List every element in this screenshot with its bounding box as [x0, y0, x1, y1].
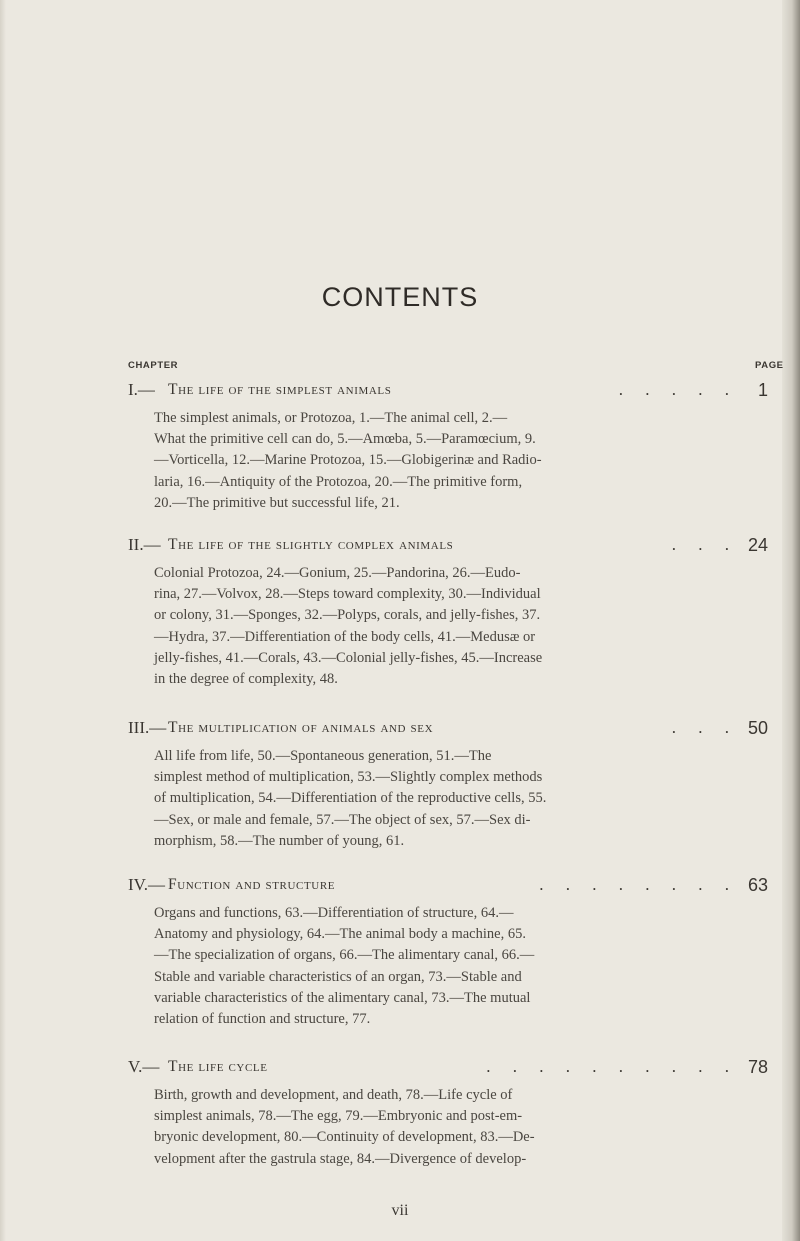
summary-line: All life from life, 50.—Spontaneous generation, 51.—The	[154, 748, 492, 764]
chapter-page-number: 63	[747, 875, 768, 895]
chapter-title: Function and structure	[168, 876, 336, 893]
spine-shadow	[0, 0, 6, 1241]
summary-line: Anatomy and physiology, 64.—The animal body a machine, 65.	[154, 926, 526, 943]
chapter-page-number: 24	[747, 535, 768, 555]
chapter-title: The life cycle	[168, 1058, 268, 1075]
summary-line: What the primitive cell can do, 5.—Amœba, 5.—Paramœcium, 9.	[154, 431, 536, 448]
dot-leader: . . . . . . . . . .	[486, 1057, 738, 1076]
page-title: CONTENTS	[321, 282, 479, 312]
summary-line: —Sex, or male and female, 57.—The object of sex, 57.—Sex di-	[154, 811, 531, 828]
chapter-number: II.—	[128, 535, 161, 554]
chapter-number: I.—	[128, 380, 155, 399]
chapter-summary	[154, 746, 722, 852]
chapter-title: The multiplication of animals and sex	[168, 719, 434, 736]
summary-line: Birth, growth and development, and death, 78.—Life cycle of	[154, 1087, 513, 1103]
summary-line: The simplest animals, or Protozoa, 1.—The animal cell, 2.—	[154, 410, 508, 426]
summary-line: of multiplication, 54.—Differentiation of the reproductive cells, 55.	[154, 790, 547, 807]
summary-line: Stable and variable characteristics of an organ, 73.—Stable and	[154, 968, 522, 985]
chapter-heading	[128, 380, 768, 402]
chapter-summary	[154, 903, 722, 1030]
toc-entry-chapter-5	[128, 1057, 768, 1170]
summary-line: rina, 27.—Volvox, 28.—Steps toward complexity, 30.—Individual	[154, 586, 541, 603]
chapter-page-number: 78	[747, 1057, 768, 1077]
summary-line: simplest method of multiplication, 53.—Slightly complex methods	[154, 769, 543, 786]
summary-line: bryonic development, 80.—Continuity of development, 83.—De-	[154, 1129, 535, 1146]
dot-leader: . . . . . . . .	[539, 875, 738, 894]
chapter-page-number: 1	[757, 380, 768, 400]
chapter-summary	[154, 408, 722, 514]
dot-leader: . . .	[671, 718, 738, 737]
dot-leader: . . . . .	[618, 380, 738, 399]
chapter-number: IV.—	[128, 875, 165, 894]
chapter-title: The life of the simplest animals	[168, 381, 392, 398]
page-folio: vii	[391, 1202, 409, 1219]
summary-line: —The specialization of organs, 66.—The alimentary canal, 66.—	[154, 947, 535, 964]
summary-line: in the degree of complexity, 48.	[154, 671, 338, 688]
summary-line: velopment after the gastrula stage, 84.—Divergence of develop-	[154, 1150, 527, 1167]
summary-line: simplest animals, 78.—The egg, 79.—Embryonic and post-em-	[154, 1108, 523, 1125]
summary-line: Colonial Protozoa, 24.—Gonium, 25.—Pandorina, 26.—Eudo-	[154, 565, 521, 581]
toc-entry-chapter-1	[128, 380, 768, 514]
summary-line: morphism, 58.—The number of young, 61.	[154, 832, 405, 849]
chapter-heading	[128, 1057, 768, 1079]
page-column-header: PAGE	[755, 360, 784, 371]
chapter-heading	[128, 718, 768, 740]
chapter-summary	[154, 563, 722, 690]
summary-line: or colony, 31.—Sponges, 32.—Polyps, corals, and jelly-fishes, 37.	[154, 607, 541, 624]
chapter-number: V.—	[128, 1057, 160, 1076]
summary-line: 20.—The primitive but successful life, 21.	[154, 494, 400, 511]
summary-line: —Hydra, 37.—Differentiation of the body cells, 41.—Medusæ or	[154, 628, 536, 645]
chapter-page-number: 50	[747, 718, 768, 738]
summary-line: Organs and functions, 63.—Differentiation of structure, 64.—	[154, 905, 514, 921]
page-edge	[782, 0, 800, 1241]
toc-entry-chapter-4	[128, 875, 768, 1030]
toc-entry-chapter-3	[128, 718, 768, 852]
toc-entry-chapter-2	[128, 535, 768, 690]
summary-line: variable characteristics of the alimentary canal, 73.—The mutual	[154, 989, 531, 1006]
chapter-title: The life of the slightly complex animals	[168, 536, 454, 553]
chapter-heading	[128, 535, 768, 557]
chapter-column-header: CHAPTER	[128, 360, 179, 371]
summary-line: relation of function and structure, 77.	[154, 1011, 371, 1028]
chapter-summary	[154, 1085, 722, 1170]
summary-line: laria, 16.—Antiquity of the Protozoa, 20.—The primitive form,	[154, 473, 523, 490]
chapter-number: III.—	[128, 718, 167, 737]
dot-leader: . . .	[671, 535, 738, 554]
chapter-heading	[128, 875, 768, 897]
summary-line: jelly-fishes, 41.—Corals, 43.—Colonial jelly-fishes, 45.—Increase	[154, 649, 543, 666]
summary-line: —Vorticella, 12.—Marine Protozoa, 15.—Globigerinæ and Radio-	[154, 452, 542, 469]
